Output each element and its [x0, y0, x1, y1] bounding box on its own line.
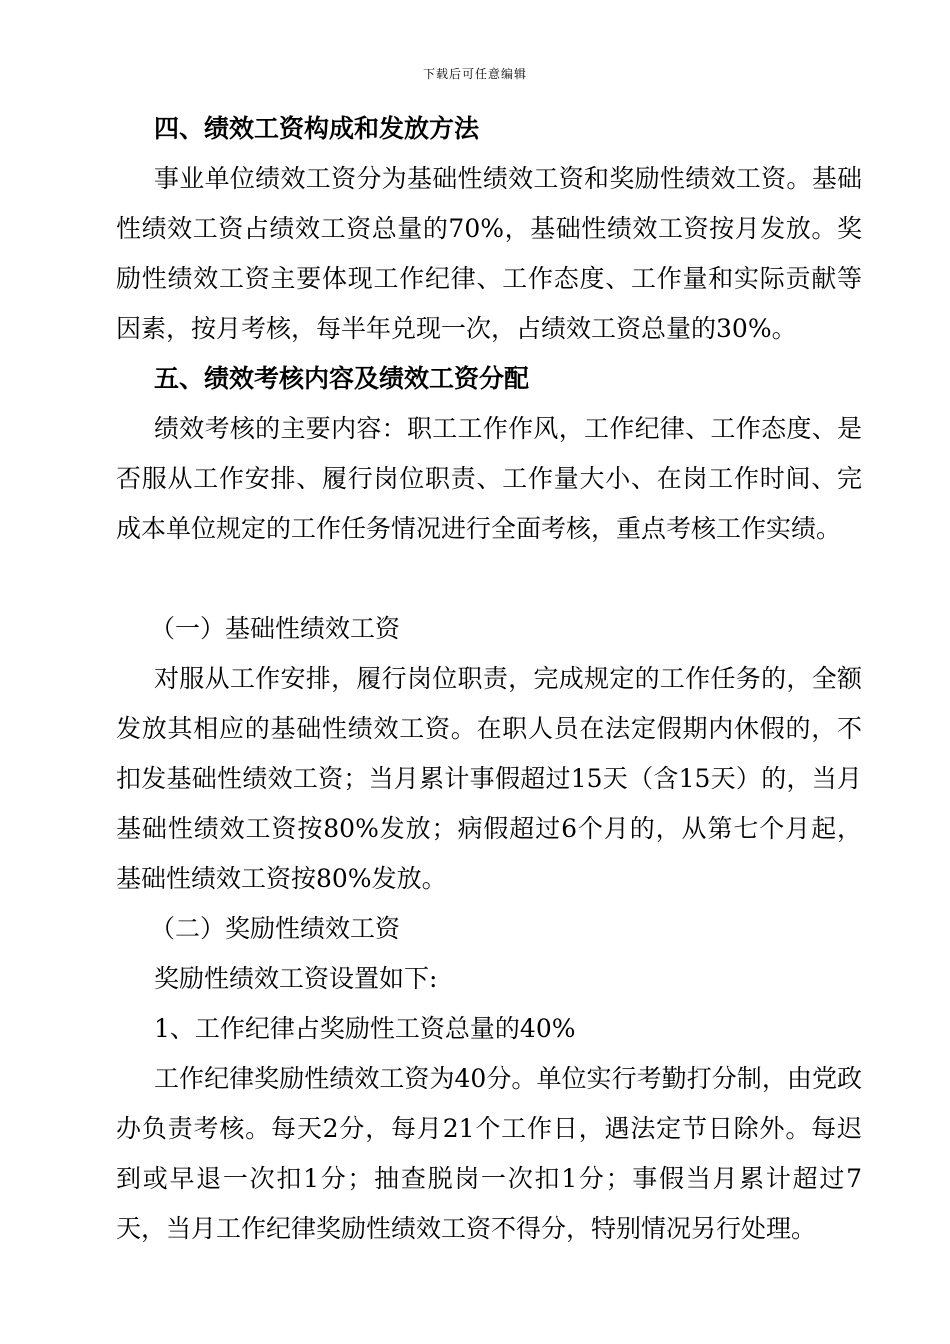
paragraph-discipline-scoring: 工作纪律奖励性绩效工资为40分。单位实行考勤打分制，由党政办负责考核。每天2分，每月21个工作日，遇法定节日除外。每迟到或早退一次扣1分；抽查脱岗一次扣1分；事假当月累计超过7天，当月工作纪律奖励性绩效工资不得分，特别情况另行处理。 [116, 1064, 862, 1243]
paragraph-basic-pay-rules: 对服从工作安排，履行岗位职责，完成规定的工作任务的，全额发放其相应的基础性绩效工资。在职人员在法定假期内休假的，不扣发基础性绩效工资；当月累计事假超过15天（含15天）的，当月基础性绩效工资按80%发放；病假超过6个月的，从第七个月起，基础性绩效工资按80%发放。 [116, 664, 862, 893]
blank-line [116, 554, 862, 604]
subsection-heading-incentive-pay: （二）奖励性绩效工资 [150, 914, 401, 943]
section-heading-5: 五、绩效考核内容及绩效工资分配 [154, 364, 530, 393]
paragraph-performance-pay-composition: 事业单位绩效工资分为基础性绩效工资和奖励性绩效工资。基础性绩效工资占绩效工资总量的70%，基础性绩效工资按月发放。奖励性绩效工资主要体现工作纪律、工作态度、工作量和实际贡献等因素，按月考核，每半年兑现一次，占绩效工资总量的30%。 [116, 164, 862, 343]
list-item-work-discipline: 1、工作纪律占奖励性工资总量的40% [154, 1014, 576, 1043]
page-header-note: 下载后可任意编辑 [422, 67, 527, 81]
paragraph-incentive-setup: 奖励性绩效工资设置如下: [154, 964, 438, 993]
document-body [116, 104, 862, 1254]
paragraph-assessment-content: 绩效考核的主要内容：职工工作作风，工作纪律、工作态度、是否服从工作安排、履行岗位职责、工作量大小、在岗工作时间、完成本单位规定的工作任务情况进行全面考核，重点考核工作实绩。 [116, 414, 862, 543]
section-heading-4: 四、绩效工资构成和发放方法 [154, 114, 480, 143]
subsection-heading-basic-pay: （一）基础性绩效工资 [150, 614, 401, 643]
